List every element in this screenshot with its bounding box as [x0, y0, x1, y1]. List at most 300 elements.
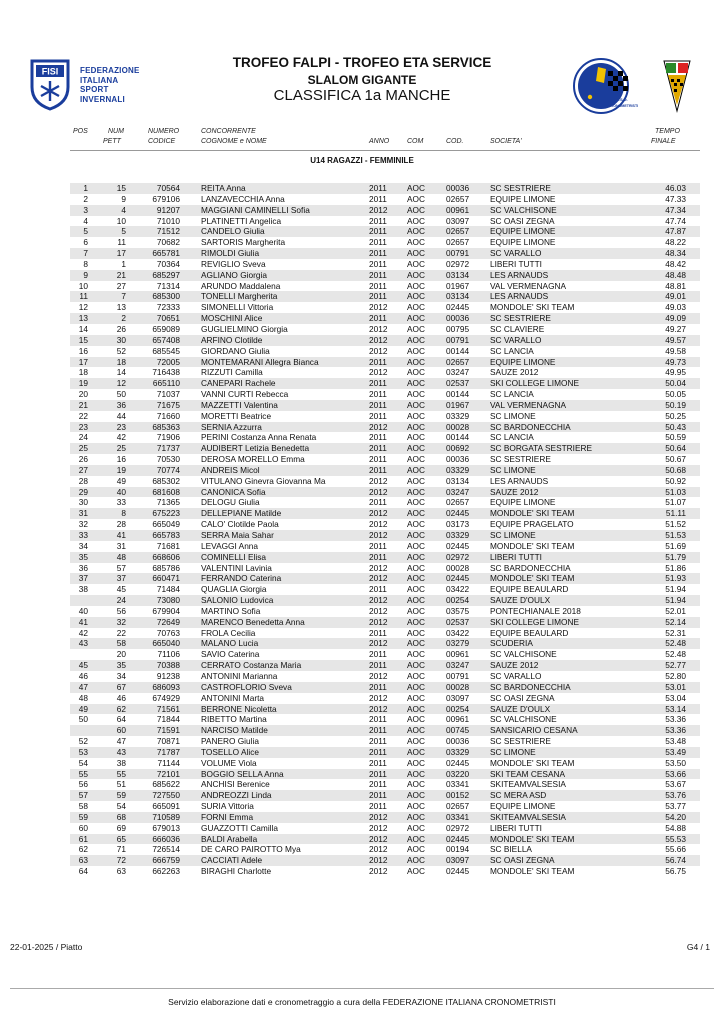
athlete-code: 674929 — [152, 692, 180, 703]
bib-number: 17 — [116, 248, 126, 259]
athlete-name: VANNI CURTI Rebecca — [201, 389, 289, 400]
final-time: 53.77 — [665, 801, 686, 812]
club-code: 02445 — [446, 833, 470, 844]
athlete-name: DELOGU Giulia — [201, 497, 260, 508]
club-code: 03575 — [446, 605, 470, 616]
athlete-code: 665783 — [152, 530, 180, 540]
final-time: 56.74 — [665, 855, 686, 866]
birth-year: 2011 — [369, 790, 387, 801]
birth-year: 2012 — [369, 345, 388, 356]
position: 26 — [78, 454, 88, 465]
birth-year: 2012 — [369, 323, 388, 334]
committee: AOC — [407, 801, 425, 812]
birth-year: 2011 — [369, 183, 387, 193]
athlete-code: 71314 — [156, 280, 180, 291]
bib-number: 67 — [116, 681, 126, 692]
bib-number: 42 — [116, 432, 126, 443]
club-name: MONDOLE' SKI TEAM — [490, 302, 575, 313]
birth-year: 2012 — [369, 508, 388, 519]
table-row — [0, 769, 724, 780]
club-code: 00791 — [446, 248, 470, 259]
athlete-code: 668606 — [152, 551, 180, 562]
birth-year: 2011 — [369, 464, 387, 475]
committee: AOC — [407, 670, 425, 681]
position: 32 — [78, 519, 88, 530]
athlete-code: 665091 — [152, 801, 180, 812]
final-time: 50.67 — [665, 454, 686, 465]
final-time: 51.69 — [665, 540, 686, 551]
athlete-code: 665110 — [152, 378, 180, 389]
committee: AOC — [407, 551, 425, 562]
club-name: SC SESTRIERE — [490, 736, 551, 747]
bib-number: 21 — [116, 269, 126, 280]
athlete-code: 675223 — [152, 508, 180, 519]
table-row — [0, 638, 724, 649]
table-row — [0, 454, 724, 465]
club-code: 02657 — [446, 193, 470, 204]
athlete-name: COMINELLI Elisa — [201, 551, 267, 562]
club-name: MONDOLE' SKI TEAM — [490, 540, 575, 551]
position: 29 — [78, 486, 88, 497]
athlete-code: 71010 — [156, 215, 180, 226]
athlete-name: REVIGLIO Sveva — [201, 258, 266, 269]
athlete-code: 716438 — [152, 367, 180, 378]
org-line: SPORT — [80, 85, 109, 94]
athlete-code: 72005 — [156, 356, 180, 367]
athlete-code: 71484 — [156, 584, 180, 595]
bib-number: 16 — [116, 454, 126, 465]
club-code: 02445 — [446, 573, 470, 584]
bib-number: 63 — [116, 866, 126, 877]
bib-number: 20 — [116, 649, 126, 660]
col-pos: POS — [73, 128, 88, 135]
birth-year: 2011 — [369, 497, 387, 508]
athlete-code: 72101 — [156, 768, 180, 779]
table-row — [0, 259, 724, 270]
club-code: 00036 — [446, 454, 470, 465]
committee: AOC — [407, 790, 425, 801]
athlete-code: 71106 — [157, 649, 180, 660]
committee: AOC — [407, 855, 425, 866]
bib-number: 51 — [116, 779, 126, 790]
position: 36 — [78, 562, 88, 573]
club-name: SC OASI ZEGNA — [490, 692, 555, 703]
bib-number: 47 — [116, 736, 126, 747]
position: 9 — [83, 269, 88, 280]
athlete-name: PERINI Costanza Anna Renata — [201, 432, 317, 443]
committee: AOC — [407, 768, 425, 779]
club-code: 02537 — [446, 616, 470, 627]
committee: AOC — [407, 681, 425, 692]
table-row — [0, 476, 724, 487]
birth-year: 2011 — [369, 237, 387, 248]
committee: AOC — [407, 345, 425, 356]
athlete-code: 662263 — [152, 866, 180, 877]
position: 13 — [78, 313, 88, 324]
athlete-code: 660471 — [152, 573, 180, 584]
table-row — [0, 367, 724, 378]
svg-text:CRONOMETRISTI: CRONOMETRISTI — [608, 104, 639, 108]
club-name: SC VALCHISONE — [490, 204, 557, 215]
position: 63 — [78, 855, 88, 866]
birth-year: 2011 — [369, 627, 387, 638]
final-time: 52.14 — [665, 616, 686, 627]
club-name: EQUIPE PRAGELATO — [490, 519, 574, 530]
bib-number: 48 — [116, 551, 126, 562]
birth-year: 2011 — [369, 584, 387, 595]
athlete-code: 91238 — [156, 670, 180, 681]
club-name: EQUIPE LIMONE — [490, 497, 556, 508]
athlete-name: SIMONELLI Vittoria — [201, 302, 274, 313]
final-time: 51.79 — [665, 551, 686, 562]
table-row — [0, 649, 724, 660]
position: 38 — [78, 584, 88, 595]
final-time: 52.48 — [665, 638, 686, 649]
birth-year: 2012 — [369, 530, 388, 540]
birth-year: 2011 — [369, 258, 387, 269]
birth-year: 2012 — [369, 811, 388, 822]
committee: AOC — [407, 530, 425, 540]
club-name: SC OASI ZEGNA — [490, 215, 555, 226]
classification-title: CLASSIFICA 1a MANCHE — [273, 87, 451, 104]
birth-year: 2012 — [369, 605, 388, 616]
committee: AOC — [407, 866, 425, 877]
athlete-name: VOLUME Viola — [201, 757, 257, 768]
athlete-name: DE CARO PAIROTTO Mya — [201, 844, 301, 855]
birth-year: 2011 — [369, 399, 387, 410]
club-code: 03097 — [446, 855, 470, 866]
club-code: 01967 — [446, 280, 470, 291]
bib-number: 24 — [116, 595, 126, 606]
col-anno: ANNO — [369, 138, 390, 145]
position: 61 — [78, 833, 88, 844]
birth-year: 2011 — [369, 551, 387, 562]
birth-year: 2011 — [369, 280, 387, 291]
position: 20 — [78, 389, 88, 400]
athlete-code: 665040 — [152, 638, 180, 649]
table-row — [0, 465, 724, 476]
club-name: SC OASI ZEGNA — [490, 855, 555, 866]
club-code: 02657 — [446, 237, 470, 248]
club-code: 00254 — [446, 703, 470, 714]
athlete-code: 70564 — [156, 183, 180, 193]
final-time: 51.11 — [665, 508, 686, 519]
athlete-name: FROLA Cecilia — [201, 627, 256, 638]
final-time: 51.94 — [665, 595, 686, 606]
col-num: NUM — [108, 128, 124, 135]
page-number: G4 / 1 — [686, 942, 710, 952]
club-name: MONDOLE' SKI TEAM — [490, 866, 575, 877]
club-code: 03329 — [446, 464, 470, 475]
club-name: LES ARNAUDS — [490, 269, 549, 280]
athlete-code: 71512 — [156, 226, 180, 237]
bib-number: 12 — [116, 378, 126, 389]
committee: AOC — [407, 421, 425, 432]
birth-year: 2011 — [369, 681, 387, 692]
birth-year: 2011 — [369, 757, 387, 768]
birth-year: 2012 — [369, 670, 388, 681]
final-time: 53.14 — [665, 703, 686, 714]
athlete-code: 71591 — [156, 725, 180, 736]
athlete-name: MONTEMARANI Allegra Bianca — [201, 356, 319, 367]
bib-number: 49 — [116, 475, 126, 486]
athlete-name: CALO' Clotilde Paola — [201, 519, 279, 530]
position: 11 — [79, 291, 88, 302]
table-row — [0, 595, 724, 606]
position: 54 — [78, 757, 88, 768]
athlete-name: CANEPARI Rachele — [201, 378, 276, 389]
athlete-code: 665049 — [152, 519, 180, 530]
position: 42 — [78, 627, 88, 638]
position: 35 — [78, 551, 88, 562]
club-code: 01967 — [446, 399, 470, 410]
table-row — [0, 237, 724, 248]
committee: AOC — [407, 356, 425, 367]
club-name: SC CLAVIERE — [490, 323, 545, 334]
final-time: 53.04 — [665, 692, 686, 703]
final-time: 46.03 — [665, 183, 686, 193]
col-societa: SOCIETA' — [490, 138, 522, 145]
athlete-name: SARTORIS Margherita — [201, 237, 286, 248]
birth-year: 2012 — [369, 573, 388, 584]
birth-year: 2012 — [369, 562, 388, 573]
bib-number: 33 — [116, 497, 126, 508]
club-name: SKITEAMVALSESIA — [490, 779, 566, 790]
athlete-code: 70364 — [156, 258, 180, 269]
final-time: 53.76 — [665, 790, 686, 801]
athlete-code: 70530 — [156, 454, 180, 465]
committee: AOC — [407, 703, 425, 714]
club-name: SC SESTRIERE — [490, 313, 551, 324]
final-time: 49.58 — [665, 345, 686, 356]
club-code: 00961 — [446, 204, 470, 215]
committee: AOC — [407, 410, 425, 421]
birth-year: 2012 — [369, 866, 388, 877]
athlete-name: ARUNDO Maddalena — [201, 280, 281, 291]
final-time: 51.53 — [665, 530, 686, 540]
table-row — [0, 823, 724, 834]
table-row — [0, 541, 724, 552]
position: 8 — [83, 258, 88, 269]
table-row — [0, 682, 724, 693]
org-line: INVERNALI — [80, 94, 125, 104]
club-name: SC LIMONE — [490, 530, 536, 540]
table-row — [0, 346, 724, 357]
bib-number: 11 — [117, 237, 126, 248]
birth-year: 2011 — [369, 226, 387, 237]
table-row — [0, 270, 724, 281]
committee: AOC — [407, 616, 425, 627]
table-row — [0, 758, 724, 769]
athlete-name: MARTINO Sofia — [201, 605, 261, 616]
athlete-code: 710589 — [152, 811, 180, 822]
table-row — [0, 281, 724, 292]
position: 49 — [78, 703, 88, 714]
final-time: 56.75 — [665, 866, 686, 877]
birth-year: 2012 — [369, 703, 388, 714]
club-name: SKITEAMVALSESIA — [490, 811, 566, 822]
table-row — [0, 855, 724, 866]
club-code: 00036 — [446, 313, 470, 324]
bib-number: 5 — [121, 226, 126, 237]
athlete-name: BALDI Arabella — [201, 833, 258, 844]
position: 48 — [78, 692, 88, 703]
bib-number: 32 — [116, 616, 126, 627]
athlete-name: MARENCO Benedetta Anna — [201, 616, 305, 627]
final-time: 53.50 — [665, 757, 686, 768]
table-row — [0, 530, 724, 541]
position: 10 — [78, 280, 88, 291]
col-cognome-nome: COGNOME e NOME — [201, 138, 267, 145]
position: 22 — [78, 410, 88, 421]
final-time: 47.87 — [665, 226, 686, 237]
birth-year: 2012 — [369, 844, 388, 855]
club-name: MONDOLE' SKI TEAM — [490, 573, 575, 584]
athlete-name: SURIA Vittoria — [201, 801, 254, 812]
club-code: 03279 — [446, 638, 470, 649]
club-name: MONDOLE' SKI TEAM — [490, 833, 575, 844]
athlete-code: 666759 — [152, 855, 180, 866]
club-code: 00028 — [446, 562, 470, 573]
committee: AOC — [407, 258, 425, 269]
athlete-code: 686093 — [152, 681, 180, 692]
committee: AOC — [407, 660, 425, 671]
column-headers — [0, 128, 724, 150]
athlete-name: TONELLI Margherita — [201, 291, 278, 302]
athlete-code: 70871 — [156, 736, 180, 747]
bib-number: 65 — [116, 833, 126, 844]
final-time: 49.73 — [665, 356, 686, 367]
club-name: EQUIPE LIMONE — [490, 193, 556, 204]
club-name: SC LANCIA — [490, 389, 534, 400]
committee: AOC — [407, 497, 425, 508]
table-row — [0, 519, 724, 530]
athlete-code: 73080 — [156, 595, 180, 606]
final-time: 53.66 — [665, 768, 686, 779]
bib-number: 59 — [116, 790, 126, 801]
header-divider — [70, 150, 700, 151]
birth-year: 2012 — [369, 334, 388, 345]
club-code: 03341 — [446, 779, 470, 790]
club-name: SAUZE 2012 — [490, 486, 539, 497]
birth-year: 2011 — [369, 356, 387, 367]
bib-number: 55 — [116, 768, 126, 779]
position: 59 — [78, 811, 88, 822]
final-time: 53.01 — [665, 681, 686, 692]
final-time: 49.01 — [665, 291, 686, 302]
club-code: 00961 — [446, 714, 470, 725]
final-time: 48.22 — [665, 237, 686, 248]
club-code: 03097 — [446, 215, 470, 226]
asd-cronometristi-logo — [568, 57, 692, 115]
table-row — [0, 313, 724, 324]
club-code: 03341 — [446, 811, 470, 822]
position: 45 — [78, 660, 88, 671]
bib-number: 28 — [116, 519, 126, 530]
club-name: EQUIPE LIMONE — [490, 801, 556, 812]
club-code: 03134 — [446, 291, 470, 302]
committee: AOC — [407, 226, 425, 237]
bib-number: 35 — [116, 660, 126, 671]
final-time: 52.31 — [665, 627, 686, 638]
bib-number: 15 — [116, 183, 126, 193]
club-name: SC MERA ASD — [490, 790, 547, 801]
committee: AOC — [407, 746, 425, 757]
final-time: 48.42 — [665, 258, 686, 269]
birth-year: 2011 — [369, 746, 387, 757]
club-code: 00254 — [446, 595, 470, 606]
birth-year: 2011 — [369, 410, 387, 421]
bib-number: 57 — [116, 562, 126, 573]
club-name: SC LIMONE — [490, 410, 536, 421]
birth-year: 2012 — [369, 833, 388, 844]
table-row — [0, 216, 724, 227]
athlete-name: BERRONE Nicoletta — [201, 703, 277, 714]
birth-year: 2011 — [369, 736, 387, 747]
athlete-code: 71737 — [156, 443, 180, 454]
athlete-code: 71144 — [157, 757, 180, 768]
athlete-code: 70651 — [156, 313, 180, 324]
athlete-code: 685300 — [152, 291, 180, 302]
bib-number: 14 — [116, 367, 126, 378]
position: 37 — [78, 573, 88, 584]
club-code: 02445 — [446, 757, 470, 768]
athlete-name: RIZZUTI Camilla — [201, 367, 263, 378]
athlete-name: NARCISO Matilde — [201, 725, 268, 736]
club-code: 02445 — [446, 508, 470, 519]
table-row — [0, 812, 724, 823]
committee: AOC — [407, 725, 425, 736]
athlete-name: BIRAGHI Charlotte — [201, 866, 272, 877]
athlete-name: CACCIATI Adele — [201, 855, 263, 866]
table-row — [0, 801, 724, 812]
table-row — [0, 357, 724, 368]
final-time: 55.66 — [665, 844, 686, 855]
committee: AOC — [407, 844, 425, 855]
final-time: 48.81 — [665, 280, 686, 291]
final-time: 50.05 — [665, 389, 686, 400]
position: 1 — [83, 183, 88, 193]
birth-year: 2011 — [369, 291, 387, 302]
bib-number: 23 — [116, 421, 126, 432]
final-time: 53.49 — [665, 746, 686, 757]
bib-number: 44 — [116, 410, 126, 421]
table-row — [0, 443, 724, 454]
committee: AOC — [407, 562, 425, 573]
athlete-code: 70682 — [156, 237, 180, 248]
bib-number: 25 — [116, 443, 126, 454]
athlete-code: 72649 — [156, 616, 180, 627]
club-name: EQUIPE LIMONE — [490, 226, 556, 237]
club-name: SC LANCIA — [490, 345, 534, 356]
athlete-code: 71681 — [156, 540, 180, 551]
club-name: SAUZE 2012 — [490, 660, 539, 671]
committee: AOC — [407, 280, 425, 291]
athlete-name: ANDREOZZI Linda — [201, 790, 272, 801]
bib-number: 37 — [116, 573, 126, 584]
birth-year: 2011 — [369, 725, 387, 736]
bib-number: 18 — [116, 356, 126, 367]
col-pett: PETT — [103, 138, 121, 145]
bib-number: 10 — [116, 215, 126, 226]
committee: AOC — [407, 540, 425, 551]
final-time: 50.92 — [665, 475, 686, 486]
club-name: SC LIMONE — [490, 746, 536, 757]
final-time: 53.36 — [665, 714, 686, 725]
club-code: 02445 — [446, 540, 470, 551]
athlete-code: 685302 — [152, 475, 180, 486]
birth-year: 2012 — [369, 486, 388, 497]
